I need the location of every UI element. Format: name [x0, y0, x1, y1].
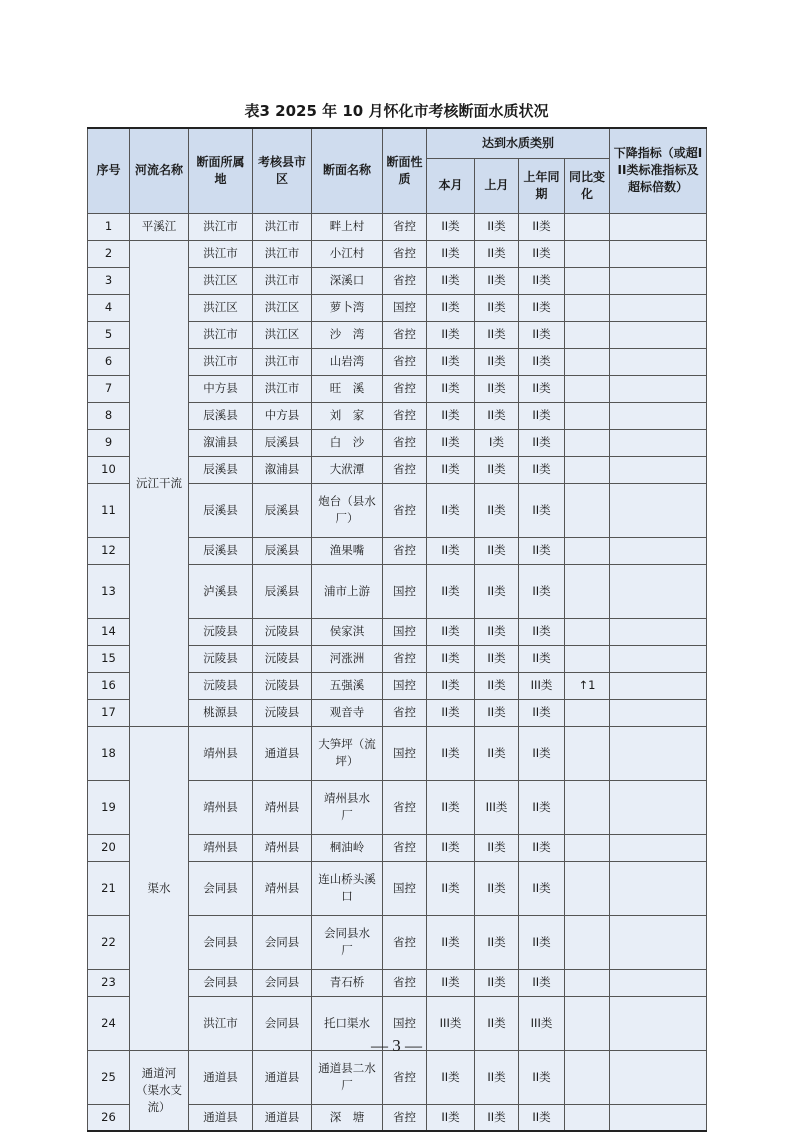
cell-yoy — [565, 915, 610, 969]
cell-indicator — [610, 834, 707, 861]
cell-last-year: II类 — [519, 456, 565, 483]
cell-county: 洪江市 — [253, 213, 312, 240]
cell-seq: 21 — [88, 861, 130, 915]
header-grade-group: 达到水质类别 — [427, 128, 610, 158]
cell-yoy — [565, 537, 610, 564]
cell-county: 辰溪县 — [253, 483, 312, 537]
cell-last-month: II类 — [475, 1050, 519, 1104]
cell-last-month: II类 — [475, 861, 519, 915]
cell-section: 五强溪 — [312, 672, 383, 699]
cell-section: 刘 家 — [312, 402, 383, 429]
cell-indicator — [610, 321, 707, 348]
table-title: 表3 2025 年 10 月怀化市考核断面水质状况 — [244, 102, 549, 120]
cell-this-month: II类 — [427, 726, 475, 780]
cell-nature: 省控 — [383, 915, 427, 969]
header-location: 断面所属地 — [189, 128, 253, 213]
cell-indicator — [610, 564, 707, 618]
cell-last-year: II类 — [519, 537, 565, 564]
cell-this-month: II类 — [427, 267, 475, 294]
cell-last-month: II类 — [475, 564, 519, 618]
cell-nature: 省控 — [383, 834, 427, 861]
cell-nature: 省控 — [383, 375, 427, 402]
cell-last-month: II类 — [475, 969, 519, 996]
cell-location: 靖州县 — [189, 780, 253, 834]
cell-last-year: II类 — [519, 429, 565, 456]
cell-location: 辰溪县 — [189, 402, 253, 429]
cell-nature: 国控 — [383, 294, 427, 321]
cell-county: 洪江区 — [253, 294, 312, 321]
cell-section: 白 沙 — [312, 429, 383, 456]
cell-last-month: II类 — [475, 483, 519, 537]
cell-nature: 省控 — [383, 321, 427, 348]
cell-location: 洪江区 — [189, 267, 253, 294]
cell-nature: 省控 — [383, 969, 427, 996]
cell-this-month: II类 — [427, 375, 475, 402]
cell-last-month: II类 — [475, 996, 519, 1050]
cell-last-year: II类 — [519, 402, 565, 429]
cell-last-month: II类 — [475, 267, 519, 294]
cell-section: 会同县水 厂 — [312, 915, 383, 969]
cell-section: 小江村 — [312, 240, 383, 267]
cell-nature: 省控 — [383, 537, 427, 564]
header-last-month: 上月 — [475, 158, 519, 213]
cell-indicator — [610, 456, 707, 483]
cell-yoy — [565, 780, 610, 834]
cell-section: 浦市上游 — [312, 564, 383, 618]
cell-yoy — [565, 1050, 610, 1104]
cell-seq: 20 — [88, 834, 130, 861]
cell-seq: 7 — [88, 375, 130, 402]
cell-location: 靖州县 — [189, 834, 253, 861]
cell-yoy — [565, 969, 610, 996]
cell-yoy — [565, 483, 610, 537]
cell-section: 炮台（县水厂） — [312, 483, 383, 537]
cell-seq: 26 — [88, 1104, 130, 1131]
cell-river: 通道河（渠水支流） — [130, 1050, 189, 1131]
cell-section: 大笋坪（流坪） — [312, 726, 383, 780]
cell-nature: 省控 — [383, 402, 427, 429]
cell-yoy — [565, 267, 610, 294]
cell-last-year: II类 — [519, 645, 565, 672]
cell-indicator — [610, 726, 707, 780]
header-this-month: 本月 — [427, 158, 475, 213]
cell-indicator — [610, 294, 707, 321]
cell-section: 旺 溪 — [312, 375, 383, 402]
cell-last-month: II类 — [475, 456, 519, 483]
table-row — [88, 240, 707, 267]
cell-location: 沅陵县 — [189, 672, 253, 699]
cell-this-month: II类 — [427, 348, 475, 375]
cell-this-month: II类 — [427, 699, 475, 726]
cell-this-month: II类 — [427, 537, 475, 564]
cell-last-year: II类 — [519, 348, 565, 375]
cell-this-month: II类 — [427, 1050, 475, 1104]
cell-county: 洪江市 — [253, 240, 312, 267]
cell-last-month: II类 — [475, 402, 519, 429]
cell-nature: 国控 — [383, 861, 427, 915]
cell-county: 通道县 — [253, 1104, 312, 1131]
cell-section: 大洑潭 — [312, 456, 383, 483]
cell-county: 洪江市 — [253, 348, 312, 375]
cell-last-year: II类 — [519, 321, 565, 348]
cell-seq: 8 — [88, 402, 130, 429]
cell-location: 会同县 — [189, 915, 253, 969]
header-county: 考核县市区 — [253, 128, 312, 213]
cell-this-month: II类 — [427, 780, 475, 834]
cell-indicator — [610, 699, 707, 726]
table-row — [88, 213, 707, 240]
cell-last-year: II类 — [519, 1104, 565, 1131]
cell-section: 萝卜湾 — [312, 294, 383, 321]
cell-location: 辰溪县 — [189, 483, 253, 537]
water-quality-table — [87, 127, 707, 1132]
cell-this-month: II类 — [427, 213, 475, 240]
cell-last-year: II类 — [519, 564, 565, 618]
cell-indicator — [610, 402, 707, 429]
cell-yoy — [565, 348, 610, 375]
cell-this-month: II类 — [427, 672, 475, 699]
cell-section: 深溪口 — [312, 267, 383, 294]
cell-location: 沅陵县 — [189, 645, 253, 672]
cell-seq: 25 — [88, 1050, 130, 1104]
cell-yoy — [565, 402, 610, 429]
cell-section: 桐油岭 — [312, 834, 383, 861]
cell-county: 中方县 — [253, 402, 312, 429]
cell-nature: 省控 — [383, 1104, 427, 1131]
cell-nature: 省控 — [383, 780, 427, 834]
header-seq: 序号 — [88, 128, 130, 213]
cell-nature: 国控 — [383, 618, 427, 645]
cell-indicator — [610, 780, 707, 834]
cell-last-month: II类 — [475, 915, 519, 969]
table-row — [88, 1050, 707, 1104]
cell-seq: 17 — [88, 699, 130, 726]
cell-yoy — [565, 456, 610, 483]
cell-this-month: II类 — [427, 861, 475, 915]
cell-last-month: II类 — [475, 213, 519, 240]
cell-section: 渔果嘴 — [312, 537, 383, 564]
cell-yoy — [565, 240, 610, 267]
cell-yoy — [565, 618, 610, 645]
cell-location: 会同县 — [189, 861, 253, 915]
cell-indicator — [610, 375, 707, 402]
cell-county: 沅陵县 — [253, 672, 312, 699]
cell-county: 洪江市 — [253, 267, 312, 294]
cell-yoy — [565, 645, 610, 672]
cell-section: 观音寺 — [312, 699, 383, 726]
cell-this-month: II类 — [427, 915, 475, 969]
cell-river: 渠水 — [130, 726, 189, 1050]
cell-yoy — [565, 429, 610, 456]
cell-indicator — [610, 915, 707, 969]
cell-this-month: II类 — [427, 483, 475, 537]
cell-section: 深 塘 — [312, 1104, 383, 1131]
cell-section: 通道县二水厂 — [312, 1050, 383, 1104]
header-yoy: 同比变化 — [565, 158, 610, 213]
cell-county: 洪江市 — [253, 375, 312, 402]
cell-county: 通道县 — [253, 726, 312, 780]
cell-section: 青石桥 — [312, 969, 383, 996]
cell-last-year: III类 — [519, 672, 565, 699]
cell-this-month: II类 — [427, 618, 475, 645]
cell-section: 托口渠水 — [312, 996, 383, 1050]
cell-nature: 省控 — [383, 240, 427, 267]
cell-this-month: II类 — [427, 321, 475, 348]
cell-last-year: II类 — [519, 618, 565, 645]
cell-this-month: II类 — [427, 1104, 475, 1131]
cell-seq: 16 — [88, 672, 130, 699]
cell-county: 通道县 — [253, 1050, 312, 1104]
cell-last-month: II类 — [475, 1104, 519, 1131]
cell-nature: 国控 — [383, 672, 427, 699]
cell-this-month: II类 — [427, 456, 475, 483]
cell-last-year: II类 — [519, 699, 565, 726]
cell-yoy — [565, 375, 610, 402]
cell-this-month: II类 — [427, 429, 475, 456]
cell-location: 溆浦县 — [189, 429, 253, 456]
header-last-year: 上年同期 — [519, 158, 565, 213]
cell-this-month: II类 — [427, 834, 475, 861]
cell-yoy — [565, 213, 610, 240]
cell-last-month: II类 — [475, 321, 519, 348]
cell-section: 侯家淇 — [312, 618, 383, 645]
cell-this-month: II类 — [427, 402, 475, 429]
cell-indicator — [610, 240, 707, 267]
cell-last-month: II类 — [475, 240, 519, 267]
cell-this-month: II类 — [427, 969, 475, 996]
cell-indicator — [610, 672, 707, 699]
cell-yoy — [565, 699, 610, 726]
cell-location: 沅陵县 — [189, 618, 253, 645]
cell-last-month: II类 — [475, 726, 519, 780]
cell-section: 畔上村 — [312, 213, 383, 240]
cell-seq: 2 — [88, 240, 130, 267]
cell-county: 靖州县 — [253, 861, 312, 915]
header-section: 断面名称 — [312, 128, 383, 213]
cell-last-month: II类 — [475, 348, 519, 375]
cell-location: 通道县 — [189, 1104, 253, 1131]
cell-last-year: II类 — [519, 483, 565, 537]
cell-indicator — [610, 537, 707, 564]
cell-nature: 省控 — [383, 429, 427, 456]
cell-location: 辰溪县 — [189, 537, 253, 564]
cell-county: 沅陵县 — [253, 618, 312, 645]
cell-location: 中方县 — [189, 375, 253, 402]
cell-last-month: II类 — [475, 645, 519, 672]
cell-last-year: II类 — [519, 861, 565, 915]
cell-indicator — [610, 483, 707, 537]
cell-last-year: II类 — [519, 780, 565, 834]
cell-indicator — [610, 1104, 707, 1131]
cell-indicator — [610, 348, 707, 375]
table-body — [88, 213, 707, 1131]
cell-seq: 14 — [88, 618, 130, 645]
cell-seq: 19 — [88, 780, 130, 834]
cell-location: 桃源县 — [189, 699, 253, 726]
cell-this-month: II类 — [427, 564, 475, 618]
cell-last-month: II类 — [475, 537, 519, 564]
cell-last-month: II类 — [475, 699, 519, 726]
cell-county: 辰溪县 — [253, 429, 312, 456]
cell-last-year: II类 — [519, 213, 565, 240]
cell-location: 洪江市 — [189, 996, 253, 1050]
cell-seq: 5 — [88, 321, 130, 348]
table-row — [88, 726, 707, 780]
cell-location: 洪江区 — [189, 294, 253, 321]
cell-nature: 国控 — [383, 726, 427, 780]
cell-seq: 24 — [88, 996, 130, 1050]
cell-river: 平溪江 — [130, 213, 189, 240]
cell-last-year: II类 — [519, 969, 565, 996]
cell-county: 会同县 — [253, 969, 312, 996]
cell-indicator — [610, 645, 707, 672]
cell-indicator — [610, 267, 707, 294]
cell-yoy: ↑1 — [565, 672, 610, 699]
cell-county: 辰溪县 — [253, 537, 312, 564]
cell-county: 溆浦县 — [253, 456, 312, 483]
cell-last-year: II类 — [519, 267, 565, 294]
cell-nature: 国控 — [383, 564, 427, 618]
cell-nature: 省控 — [383, 483, 427, 537]
cell-nature: 省控 — [383, 213, 427, 240]
cell-location: 辰溪县 — [189, 456, 253, 483]
cell-yoy — [565, 726, 610, 780]
cell-indicator — [610, 429, 707, 456]
cell-last-month: II类 — [475, 834, 519, 861]
cell-river: 沅江干流 — [130, 240, 189, 726]
cell-county: 会同县 — [253, 996, 312, 1050]
cell-seq: 15 — [88, 645, 130, 672]
cell-county: 靖州县 — [253, 834, 312, 861]
cell-yoy — [565, 1104, 610, 1131]
cell-indicator — [610, 969, 707, 996]
cell-last-month: II类 — [475, 375, 519, 402]
cell-last-month: III类 — [475, 780, 519, 834]
cell-nature: 省控 — [383, 1050, 427, 1104]
cell-yoy — [565, 564, 610, 618]
cell-last-month: II类 — [475, 618, 519, 645]
cell-seq: 12 — [88, 537, 130, 564]
cell-location: 通道县 — [189, 1050, 253, 1104]
cell-county: 沅陵县 — [253, 699, 312, 726]
cell-location: 会同县 — [189, 969, 253, 996]
cell-last-month: II类 — [475, 672, 519, 699]
cell-seq: 9 — [88, 429, 130, 456]
cell-county: 靖州县 — [253, 780, 312, 834]
cell-seq: 6 — [88, 348, 130, 375]
cell-seq: 22 — [88, 915, 130, 969]
cell-last-year: II类 — [519, 294, 565, 321]
cell-indicator — [610, 213, 707, 240]
cell-nature: 省控 — [383, 456, 427, 483]
cell-last-year: II类 — [519, 1050, 565, 1104]
header-nature: 断面性质 — [383, 128, 427, 213]
cell-yoy — [565, 861, 610, 915]
cell-location: 泸溪县 — [189, 564, 253, 618]
cell-seq: 10 — [88, 456, 130, 483]
page-number: — 3 — — [371, 1036, 422, 1055]
cell-this-month: II类 — [427, 294, 475, 321]
cell-nature: 省控 — [383, 645, 427, 672]
cell-last-month: II类 — [475, 294, 519, 321]
cell-last-year: II类 — [519, 240, 565, 267]
header-river: 河流名称 — [130, 128, 189, 213]
cell-location: 洪江市 — [189, 348, 253, 375]
cell-indicator — [610, 861, 707, 915]
cell-yoy — [565, 321, 610, 348]
cell-seq: 1 — [88, 213, 130, 240]
cell-yoy — [565, 834, 610, 861]
cell-location: 洪江市 — [189, 321, 253, 348]
cell-yoy — [565, 294, 610, 321]
cell-location: 洪江市 — [189, 240, 253, 267]
cell-last-year: III类 — [519, 996, 565, 1050]
cell-seq: 13 — [88, 564, 130, 618]
cell-county: 会同县 — [253, 915, 312, 969]
cell-last-year: II类 — [519, 834, 565, 861]
cell-nature: 省控 — [383, 267, 427, 294]
cell-county: 辰溪县 — [253, 564, 312, 618]
cell-nature: 省控 — [383, 348, 427, 375]
cell-seq: 23 — [88, 969, 130, 996]
cell-last-month: I类 — [475, 429, 519, 456]
cell-seq: 3 — [88, 267, 130, 294]
cell-seq: 11 — [88, 483, 130, 537]
cell-indicator — [610, 618, 707, 645]
cell-this-month: II类 — [427, 240, 475, 267]
cell-indicator — [610, 1050, 707, 1104]
cell-nature: 国控 — [383, 996, 427, 1050]
cell-county: 洪江区 — [253, 321, 312, 348]
cell-last-year: II类 — [519, 915, 565, 969]
cell-seq: 4 — [88, 294, 130, 321]
cell-location: 洪江市 — [189, 213, 253, 240]
cell-county: 沅陵县 — [253, 645, 312, 672]
cell-section: 河涨洲 — [312, 645, 383, 672]
cell-this-month: III类 — [427, 996, 475, 1050]
cell-seq: 18 — [88, 726, 130, 780]
header-indicator: 下降指标（或超III类标准指标及超标倍数） — [610, 128, 707, 213]
cell-section: 连山桥头溪口 — [312, 861, 383, 915]
cell-last-year: II类 — [519, 375, 565, 402]
cell-section: 靖州县水 厂 — [312, 780, 383, 834]
cell-nature: 省控 — [383, 699, 427, 726]
cell-location: 靖州县 — [189, 726, 253, 780]
cell-section: 山岩湾 — [312, 348, 383, 375]
cell-section: 沙 湾 — [312, 321, 383, 348]
cell-this-month: II类 — [427, 645, 475, 672]
cell-last-year: II类 — [519, 726, 565, 780]
